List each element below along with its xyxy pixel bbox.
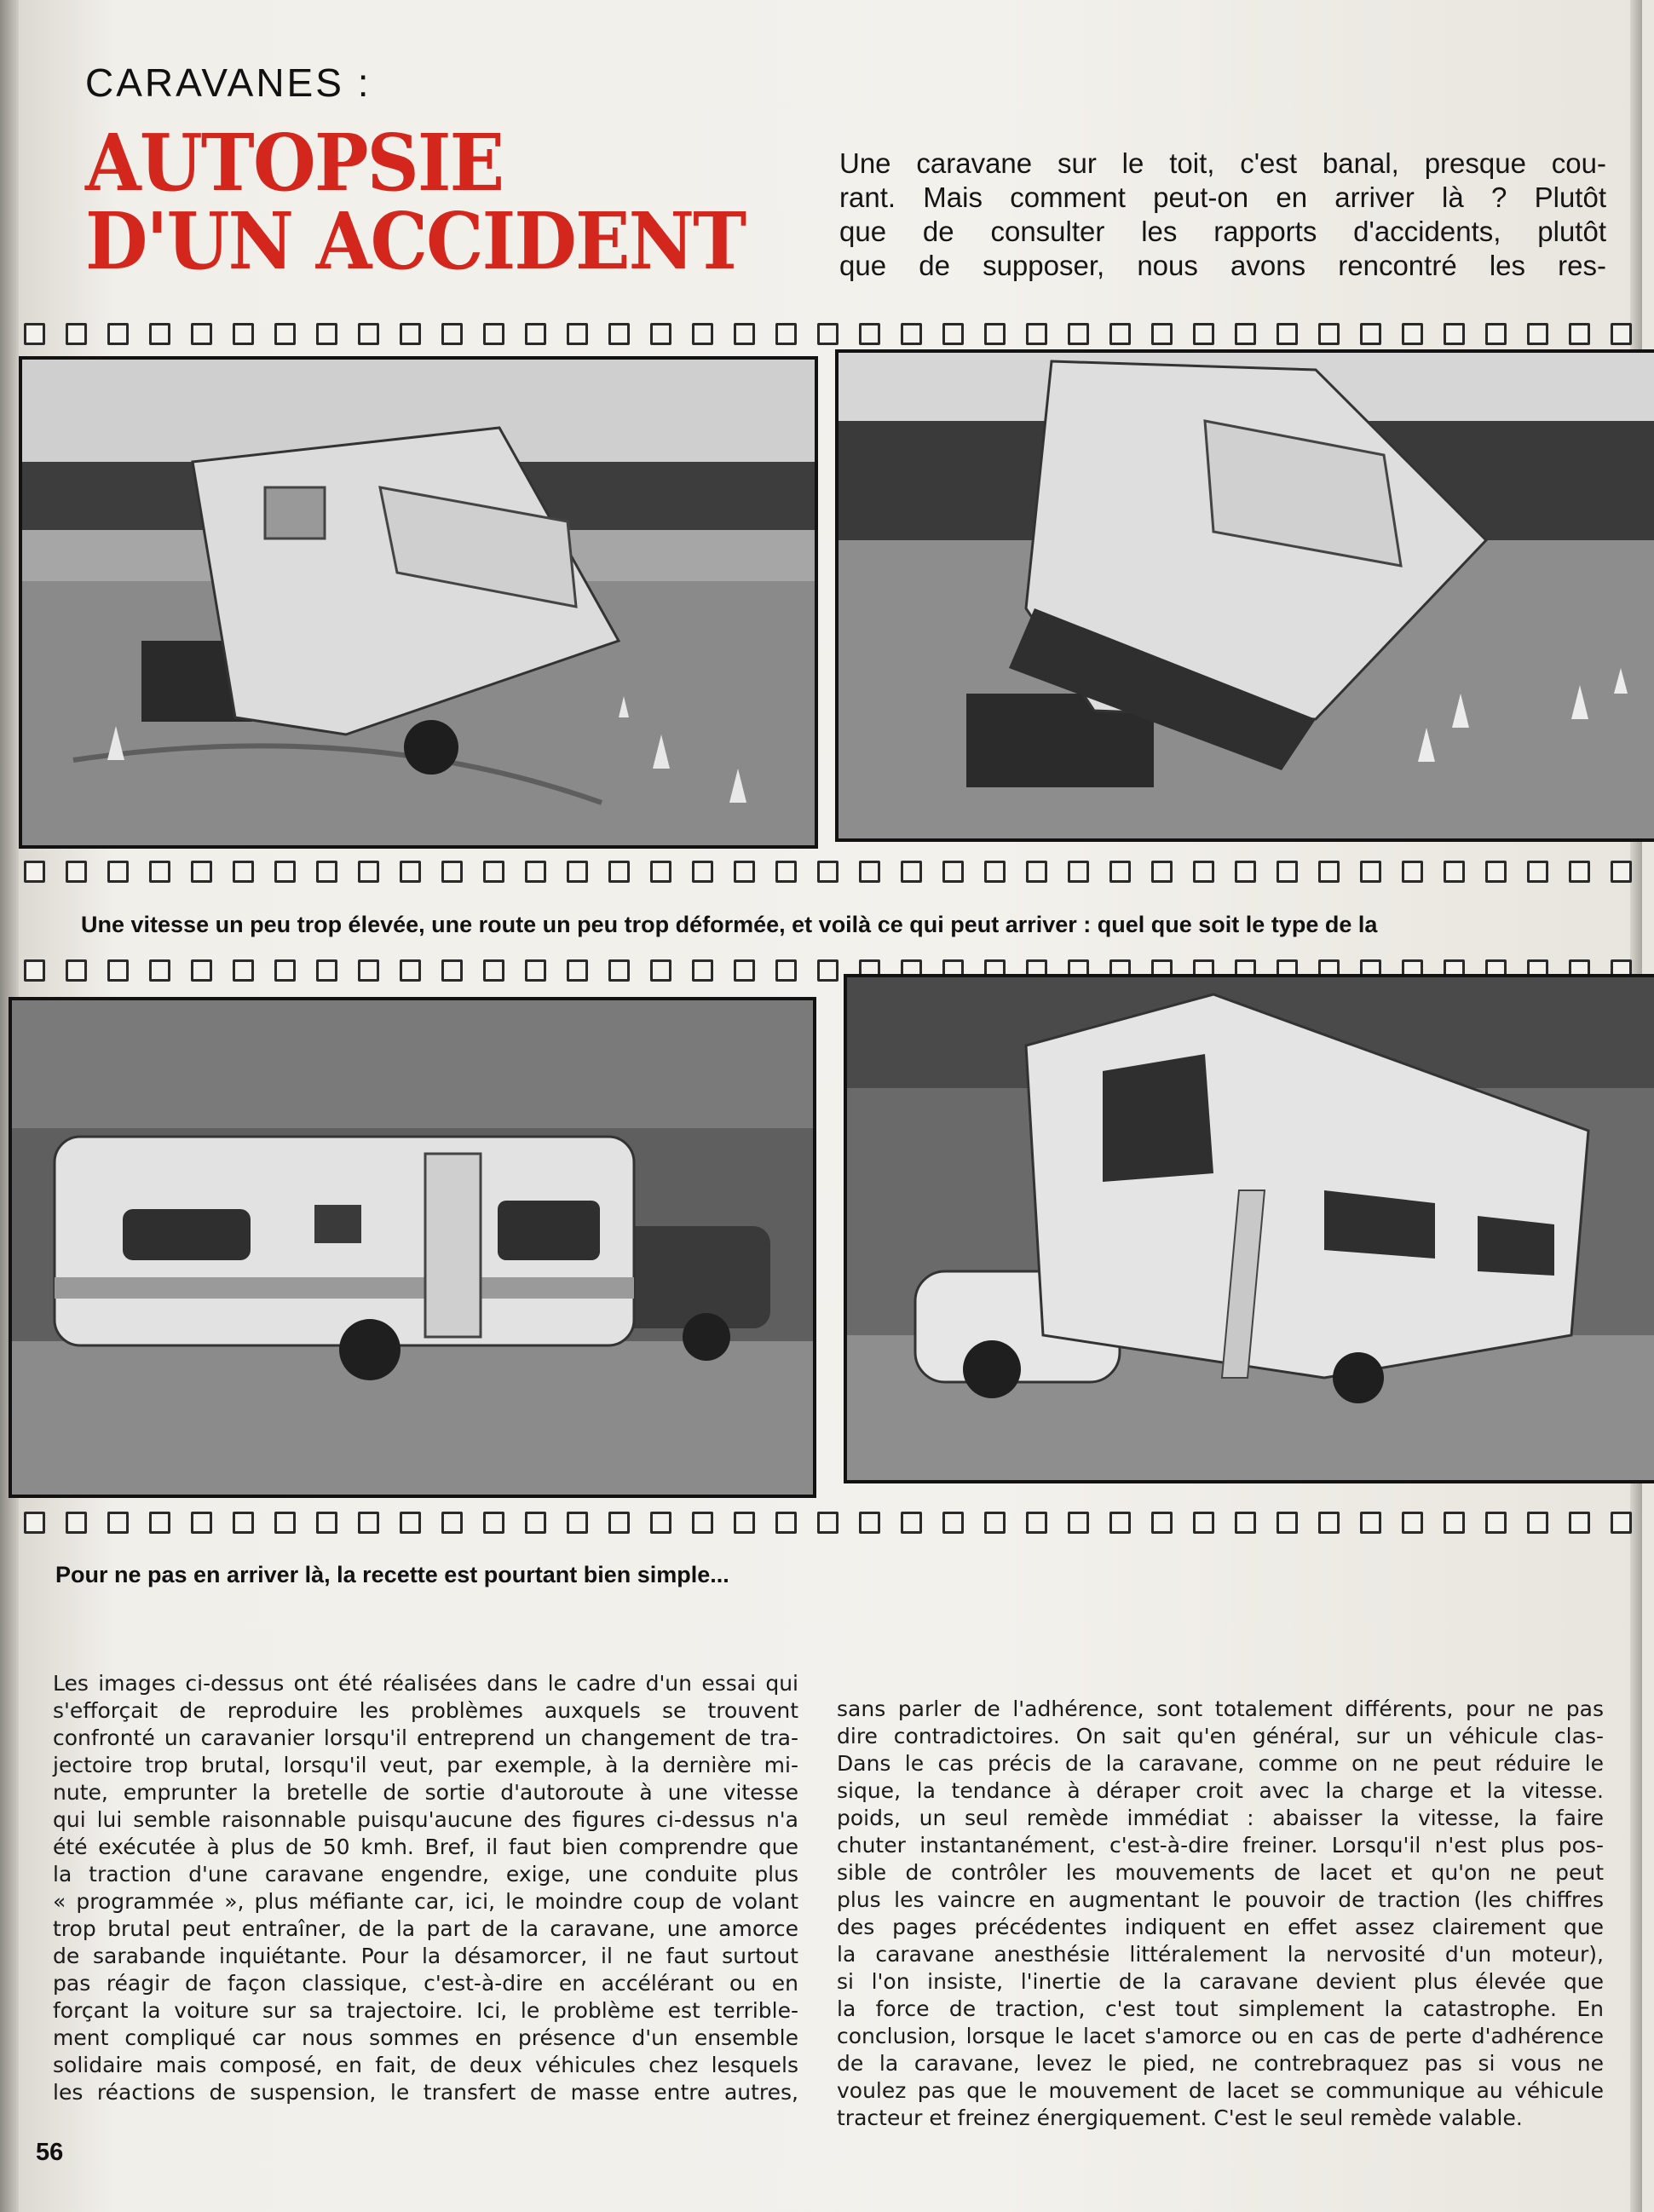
film-sprocket-hole <box>358 861 379 883</box>
film-sprocket-hole <box>1068 861 1089 883</box>
film-sprocket-hole <box>1026 861 1047 883</box>
film-sprocket-hole <box>1569 323 1590 345</box>
film-sprocket-hole <box>149 323 170 345</box>
film-sprocket-hole <box>1569 861 1590 883</box>
body-line: tracteur et freinez énergiquement. C'est le seul remède valable. <box>837 2105 1523 2130</box>
photo-caravan-side <box>9 997 816 1498</box>
film-sprocket-hole <box>441 1512 463 1534</box>
film-sprocket-hole <box>817 1512 839 1534</box>
film-sprocket-hole <box>984 861 1006 883</box>
film-sprocket-hole <box>650 1512 671 1534</box>
film-sprocket-hole <box>734 323 755 345</box>
film-sprocket-hole <box>1193 1512 1214 1534</box>
film-sprocket-hole <box>107 1512 129 1534</box>
film-sprocket-hole <box>233 323 254 345</box>
film-sprocket-hole <box>525 959 546 982</box>
caption-bottom: Pour ne pas en arriver là, la recette est pourtant bien simple... <box>55 1562 729 1587</box>
film-sprocket-hole <box>316 959 337 982</box>
film-sprocket-hole <box>1569 1512 1590 1534</box>
body-line: plus les vaincre en augmentant le pouvoir de traction (les chiffres <box>837 1887 1604 1912</box>
film-sprocket-hole <box>525 323 546 345</box>
body-line: poids, un seul remède immédiat : abaisser la vitesse, la faire <box>837 1806 1604 1830</box>
body-line: forçant la voiture sur sa trajectoire. Ici, le problème est terrible- <box>53 1998 798 2023</box>
film-sprocket-hole <box>734 1512 755 1534</box>
film-sprocket-hole <box>358 323 379 345</box>
film-sprocket-hole <box>149 959 170 982</box>
film-sprocket-hole <box>1151 1512 1173 1534</box>
film-sprocket-hole <box>608 1512 630 1534</box>
body-line: été exécutée à plus de 50 kmh. Bref, il faut bien comprendre que <box>53 1835 798 1859</box>
intro-line: Une caravane sur le toit, c'est banal, presque cou- <box>839 147 1606 179</box>
film-sprocket-hole <box>1318 323 1340 345</box>
body-line: trop brutal peut entraîner, de la part de la caravane, une amorce <box>53 1916 798 1941</box>
body-line: dire contradictoires. On sait qu'en général, sur un véhicule clas- <box>837 1724 1604 1748</box>
body-line: « programmée », plus méfiante car, ici, le moindre coup de volant <box>53 1889 798 1914</box>
body-line: qui lui semble raisonnable puisqu'aucune des figures ci-dessus n'a <box>53 1807 798 1832</box>
film-sprocket-hole <box>107 861 129 883</box>
film-sprocket-hole <box>1193 323 1214 345</box>
film-sprocket-hole <box>1068 323 1089 345</box>
film-sprocket-hole <box>1611 323 1632 345</box>
intro-line: que de supposer, nous avons rencontré les res- <box>839 250 1606 281</box>
film-sprocket-hole <box>24 861 45 883</box>
body-line: sans parler de l'adhérence, sont totalement différents, pour ne pas <box>837 1696 1604 1721</box>
film-sprocket-hole <box>149 861 170 883</box>
photo-caravan-overturning <box>835 349 1654 842</box>
body-line: si l'on insiste, l'inertie de la caravane devient plus élevée que <box>837 1969 1604 1994</box>
body-line: voulez pas que le mouvement de lacet se communique au véhicule <box>837 2078 1604 2103</box>
film-sprocket-hole <box>1611 1512 1632 1534</box>
film-sprocket-hole <box>1026 323 1047 345</box>
body-line: Les images ci-dessus ont été réalisées dans le cadre d'un essai qui <box>53 1671 798 1696</box>
film-sprocket-hole <box>107 959 129 982</box>
film-sprocket-hole <box>66 1512 87 1534</box>
film-sprocket-hole <box>233 1512 254 1534</box>
film-sprocket-hole <box>1151 323 1173 345</box>
film-sprocket-hole <box>1444 323 1465 345</box>
film-sprocket-hole <box>191 323 212 345</box>
film-sprocket-hole <box>1235 861 1256 883</box>
film-sprocket-hole <box>400 323 421 345</box>
film-sprocket-hole <box>775 959 797 982</box>
body-line: des pages précédentes indiquent en effet assez clairement que <box>837 1915 1604 1939</box>
film-sprocket-hole <box>775 861 797 883</box>
film-sprocket-hole <box>859 323 880 345</box>
film-sprocket-hole <box>1277 861 1298 883</box>
film-sprocket-hole <box>1402 861 1423 883</box>
film-sprocket-hole <box>1444 1512 1465 1534</box>
filmstrip-top-lower <box>19 855 1647 888</box>
film-sprocket-hole <box>358 1512 379 1534</box>
film-sprocket-hole <box>859 861 880 883</box>
film-sprocket-hole <box>984 323 1006 345</box>
film-sprocket-hole <box>734 861 755 883</box>
film-sprocket-hole <box>525 861 546 883</box>
film-sprocket-hole <box>66 959 87 982</box>
film-sprocket-hole <box>1444 861 1465 883</box>
film-sprocket-hole <box>441 959 463 982</box>
photo-caravan-side-image <box>12 1000 813 1495</box>
film-sprocket-hole <box>1068 1512 1089 1534</box>
film-sprocket-hole <box>24 959 45 982</box>
film-sprocket-hole <box>692 959 713 982</box>
body-line: confronté un caravanier lorsqu'il entreprend un changement de tra- <box>53 1725 798 1750</box>
body-line: ment compliqué car nous sommes en présence d'un ensemble <box>53 2025 798 2050</box>
body-line: solidaire mais composé, en fait, de deux véhicules chez lesquels <box>53 2053 798 2077</box>
film-sprocket-hole <box>650 861 671 883</box>
film-sprocket-hole <box>1109 323 1131 345</box>
body-line: s'efforçait de reproduire les problèmes auxquels se trouvent <box>53 1698 798 1723</box>
film-sprocket-hole <box>1193 861 1214 883</box>
film-sprocket-hole <box>400 1512 421 1534</box>
film-sprocket-hole <box>66 323 87 345</box>
body-line: nute, emprunter la bretelle de sortie d'autoroute à une vitesse <box>53 1780 798 1805</box>
photo-caravan-tipping <box>844 974 1654 1483</box>
body-line: sible de contrôler les mouvements de lacet et qu'on ne peut <box>837 1860 1604 1885</box>
film-sprocket-hole <box>692 1512 713 1534</box>
film-sprocket-hole <box>483 1512 504 1534</box>
film-sprocket-hole <box>1109 1512 1131 1534</box>
intro-line: rant. Mais comment peut-on en arriver là ? Plutôt <box>839 181 1606 213</box>
film-sprocket-hole <box>107 323 129 345</box>
film-sprocket-hole <box>692 323 713 345</box>
film-sprocket-hole <box>274 959 296 982</box>
film-sprocket-hole <box>191 861 212 883</box>
film-sprocket-hole <box>441 861 463 883</box>
photo-caravan-tilting <box>19 356 818 849</box>
film-sprocket-hole <box>1485 1512 1507 1534</box>
film-sprocket-hole <box>149 1512 170 1534</box>
photo-caravan-overturning-image <box>839 353 1654 838</box>
body-column-right <box>837 1696 1604 2132</box>
film-sprocket-hole <box>984 1512 1006 1534</box>
film-sprocket-hole <box>1026 1512 1047 1534</box>
film-sprocket-hole <box>525 1512 546 1534</box>
headline-line-2: D'UN ACCIDENT <box>85 195 746 287</box>
film-sprocket-hole <box>1151 861 1173 883</box>
body-line: Dans le cas précis de la caravane, comme on ne peut réduire le <box>837 1751 1604 1776</box>
film-sprocket-hole <box>441 323 463 345</box>
filmstrip-top-upper <box>19 318 1647 350</box>
film-sprocket-hole <box>1277 323 1298 345</box>
film-sprocket-hole <box>274 1512 296 1534</box>
body-line: la traction d'une caravane engendre, exige, une conduite plus <box>53 1862 798 1887</box>
body-line: chuter instantanément, c'est-à-dire freiner. Lorsqu'il n'est plus pos- <box>837 1833 1604 1858</box>
body-line: conclusion, lorsque le lacet s'amorce ou en cas de perte d'adhérence <box>837 2024 1604 2048</box>
intro-line: que de consulter les rapports d'accidents, plutôt <box>839 216 1606 247</box>
film-sprocket-hole <box>1235 1512 1256 1534</box>
film-sprocket-hole <box>274 323 296 345</box>
film-sprocket-hole <box>483 323 504 345</box>
film-sprocket-hole <box>942 1512 964 1534</box>
film-sprocket-hole <box>191 1512 212 1534</box>
film-sprocket-hole <box>24 1512 45 1534</box>
body-line: jectoire trop brutal, lorsqu'il veut, par exemple, à la dernière mi- <box>53 1753 798 1777</box>
film-sprocket-hole <box>901 323 922 345</box>
filmstrip-bottom-lower <box>19 1506 1647 1539</box>
film-sprocket-hole <box>817 323 839 345</box>
film-sprocket-hole <box>316 861 337 883</box>
body-line: de la caravane, levez le pied, ne contrebraquez pas si vous ne <box>837 2051 1604 2076</box>
film-sprocket-hole <box>942 861 964 883</box>
film-sprocket-hole <box>692 861 713 883</box>
film-sprocket-hole <box>400 959 421 982</box>
caption-top: Une vitesse un peu trop élevée, une route un peu trop déformée, et voilà ce qui peut arriver : quel que soit le type de la <box>81 912 1378 937</box>
film-sprocket-hole <box>191 959 212 982</box>
film-sprocket-hole <box>24 323 45 345</box>
film-sprocket-hole <box>567 323 588 345</box>
film-sprocket-hole <box>859 1512 880 1534</box>
film-sprocket-hole <box>567 861 588 883</box>
film-sprocket-hole <box>1318 1512 1340 1534</box>
photo-caravan-tipping-image <box>847 977 1654 1480</box>
photo-caravan-tilting-image <box>22 360 815 845</box>
film-sprocket-hole <box>1527 1512 1548 1534</box>
intro-paragraph <box>839 147 1606 283</box>
film-sprocket-hole <box>650 959 671 982</box>
film-sprocket-hole <box>400 861 421 883</box>
film-sprocket-hole <box>66 861 87 883</box>
film-sprocket-hole <box>274 861 296 883</box>
film-sprocket-hole <box>316 323 337 345</box>
film-sprocket-hole <box>1360 1512 1381 1534</box>
body-column-left <box>53 1670 798 2106</box>
film-sprocket-hole <box>1402 323 1423 345</box>
body-line: de sarabande inquiétante. Pour la désamorcer, il ne faut surtout <box>53 1944 798 1968</box>
film-sprocket-hole <box>1611 861 1632 883</box>
film-sprocket-hole <box>1485 323 1507 345</box>
body-line: la force de traction, c'est tout simplement la catastrophe. En <box>837 1996 1604 2021</box>
film-sprocket-hole <box>608 323 630 345</box>
film-sprocket-hole <box>483 861 504 883</box>
film-sprocket-hole <box>1318 861 1340 883</box>
film-sprocket-hole <box>942 323 964 345</box>
film-sprocket-hole <box>1527 323 1548 345</box>
film-sprocket-hole <box>1360 323 1381 345</box>
film-sprocket-hole <box>608 861 630 883</box>
body-line: sique, la tendance à déraper croit avec la charge et la vitesse. <box>837 1778 1604 1803</box>
film-sprocket-hole <box>650 323 671 345</box>
film-sprocket-hole <box>1235 323 1256 345</box>
body-line: la caravane anesthésie littéralement la nervosité d'un moteur), <box>837 1942 1604 1967</box>
film-sprocket-hole <box>817 861 839 883</box>
film-sprocket-hole <box>567 959 588 982</box>
body-line: les réactions de suspension, le transfert de masse entre autres, <box>53 2080 798 2105</box>
film-sprocket-hole <box>1109 861 1131 883</box>
page-number: 56 <box>36 2139 64 2166</box>
film-sprocket-hole <box>358 959 379 982</box>
film-sprocket-hole <box>901 861 922 883</box>
film-sprocket-hole <box>1277 1512 1298 1534</box>
film-sprocket-hole <box>817 959 839 982</box>
film-sprocket-hole <box>1402 1512 1423 1534</box>
film-sprocket-hole <box>901 1512 922 1534</box>
film-sprocket-hole <box>483 959 504 982</box>
film-sprocket-hole <box>233 959 254 982</box>
film-sprocket-hole <box>567 1512 588 1534</box>
film-sprocket-hole <box>734 959 755 982</box>
film-sprocket-hole <box>608 959 630 982</box>
headline <box>85 117 746 287</box>
film-sprocket-hole <box>1527 861 1548 883</box>
section-kicker: CARAVANES : <box>85 60 372 105</box>
headline-line-1: AUTOPSIE <box>85 117 504 209</box>
film-sprocket-hole <box>775 323 797 345</box>
film-sprocket-hole <box>775 1512 797 1534</box>
film-sprocket-hole <box>1360 861 1381 883</box>
film-sprocket-hole <box>316 1512 337 1534</box>
film-sprocket-hole <box>233 861 254 883</box>
film-sprocket-hole <box>1485 861 1507 883</box>
body-line: pas réagir de façon classique, c'est-à-dire en accélérant ou en <box>53 1971 798 1996</box>
